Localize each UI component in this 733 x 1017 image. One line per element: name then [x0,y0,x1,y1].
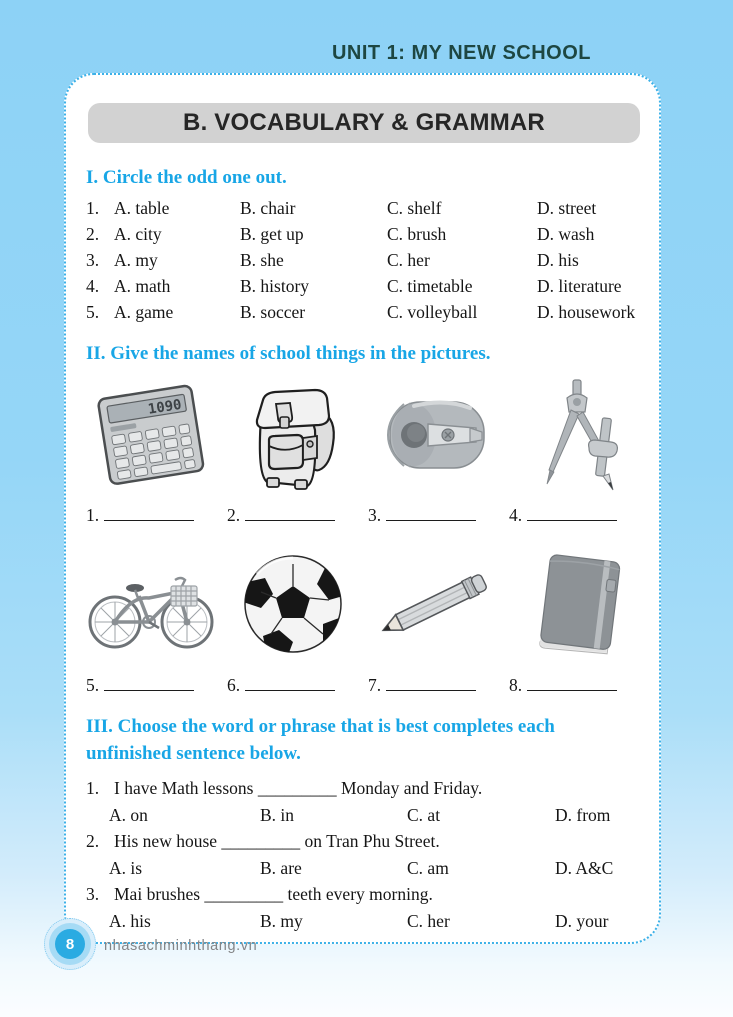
picture-blank-3: 3. [368,505,509,529]
picture-blank-6: 6. [227,675,368,699]
exercise3-question-2 [86,831,646,852]
compass-image [507,375,650,497]
option-d: D. housework [537,301,636,322]
option-c: C. volleyball [387,301,478,322]
answer-line [527,676,617,691]
q-text: His new house _________ on Tran Phu Street. [114,831,440,851]
picture-blank-5: 5. [86,675,227,699]
option-b: B. get up [240,223,304,244]
calculator-image [78,375,221,497]
option-c: C. timetable [387,275,473,296]
option-b: B. are [260,858,302,878]
blanks-row-2 [86,675,646,699]
picture-blank-4: 4. [509,505,617,529]
q-text: I have Math lessons _________ Monday and Friday. [114,778,483,798]
picture-blank-7: 7. [368,675,509,699]
option-b: B. she [240,249,284,270]
exercise3-options-3 [86,911,646,932]
option-b: B. history [240,275,310,296]
option-a: A. is [109,858,143,878]
option-c: C. her [407,911,450,931]
option-d: D. A&C [555,858,614,878]
pictures-row-1 [78,375,650,497]
option-c: C. shelf [387,197,442,218]
notebook-image [507,543,650,665]
page-number: 8 [55,929,85,959]
bicycle-image [78,543,221,665]
picture-blank-2: 2. [227,505,368,529]
publisher-website: nhasachminhthang.vn [104,938,258,954]
answer-line [386,506,476,521]
q-number: 3. [86,884,100,904]
option-c: C. brush [387,223,447,244]
exercise1-options-grid [86,195,646,325]
q-number: 4. [86,275,100,296]
option-a: A. my [114,249,158,270]
option-a: A. table [114,197,170,218]
unit-header: UNIT 1: MY NEW SCHOOL [331,42,591,64]
q-text: Mai brushes _________ teeth every morning. [114,884,433,904]
exercise3-question-3 [86,884,646,905]
q-number: 2. [86,831,100,851]
option-c: C. at [407,805,441,825]
option-a: A. on [109,805,148,825]
soccer-ball-image [221,543,364,665]
option-d: D. your [555,911,609,931]
q-number: 1. [86,778,100,798]
q-number: 2. [86,223,100,244]
blanks-row-1 [86,505,646,529]
answer-line [245,676,335,691]
page-number-badge [44,918,96,970]
option-a: A. math [114,275,171,296]
option-d: D. street [537,197,597,218]
content-card [64,73,661,944]
option-d: D. his [537,249,579,270]
exercise3-options-1 [86,805,646,826]
picture-blank-1: 1. [86,505,227,529]
exercise1-heading: I. Circle the odd one out. [86,167,287,188]
exercise3-question-1 [86,778,646,799]
option-d: D. from [555,805,611,825]
exercise3-heading: III. Choose the word or phrase that is best completes each unfinished sentence below. [86,716,555,764]
option-d: D. literature [537,275,622,296]
option-c: C. am [407,858,449,878]
answer-line [527,506,617,521]
section-banner: B. VOCABULARY & GRAMMAR [88,103,640,143]
answer-line [245,506,335,521]
q-number: 5. [86,301,100,322]
backpack-image [221,375,364,497]
option-c: C. her [387,249,430,270]
picture-blank-8: 8. [509,675,617,699]
exercise3-options-2 [86,858,646,879]
pencil-image [364,543,507,665]
option-b: B. soccer [240,301,306,322]
svg-text:1090: 1090 [146,396,183,418]
option-b: B. chair [240,197,296,218]
q-number: 3. [86,249,100,270]
exercise2-heading: II. Give the names of school things in the pictures. [86,343,491,364]
answer-line [386,676,476,691]
option-b: B. my [260,911,303,931]
answer-line [104,506,194,521]
option-a: A. his [109,911,151,931]
pencil-sharpener-image [364,375,507,497]
option-a: A. city [114,223,162,244]
answer-line [104,676,194,691]
option-d: D. wash [537,223,595,244]
option-a: A. game [114,301,174,322]
option-b: B. in [260,805,295,825]
q-number: 1. [86,197,100,218]
pictures-row-2 [78,543,650,665]
